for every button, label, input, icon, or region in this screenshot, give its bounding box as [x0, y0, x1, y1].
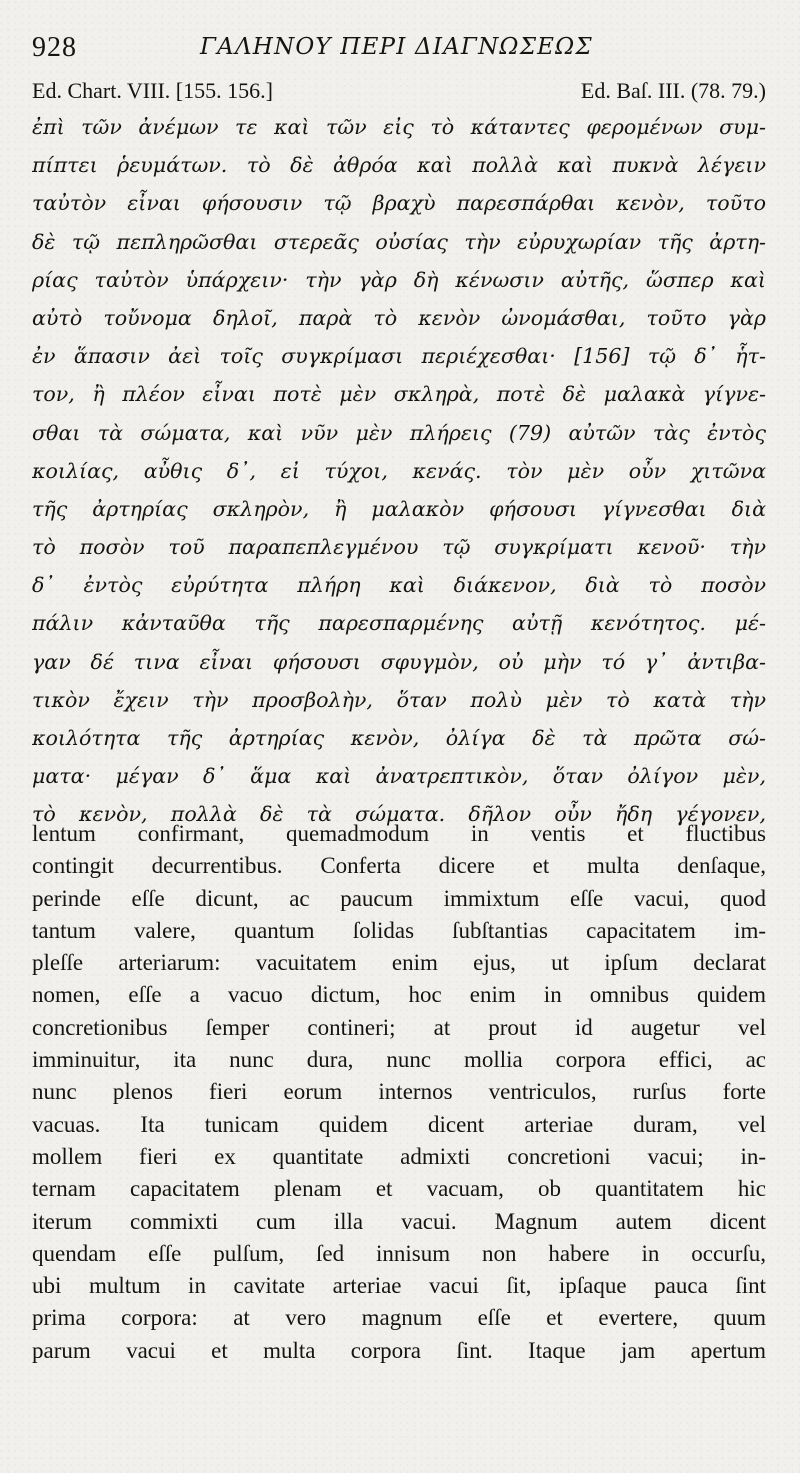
- running-title: ΓΑΛΗΝΟΥ ΠΕΡΙ ΔΙΑΓΝΩΣΕΩΣ: [200, 34, 593, 60]
- edition-reference-left: Ed. Chart. VIII. [155. 156.]: [32, 78, 273, 103]
- edition-reference-line: [32, 78, 766, 106]
- greek-text-line: πάλιν κἀνταῦθα τῆς παρεσπαρμένης αὐτῇ κενότητος. μέ-: [32, 611, 766, 636]
- latin-text-line: prima corpora: at vero magnum eſſe et evertere, quum: [32, 1305, 766, 1331]
- latin-text-line: ubi multum in cavitate arteriae vacui ſit, ipſaque pauca ſint: [32, 1273, 766, 1299]
- latin-text-line: pleſſe arteriarum: vacuitatem enim ejus, ut ipſum declarat: [32, 950, 766, 976]
- latin-text-line: contingit decurrentibus. Conferta dicere et multa denſaque,: [32, 853, 766, 879]
- latin-text-line: iterum commixti cum illa vacui. Magnum autem dicent: [32, 1208, 766, 1234]
- edition-reference-right: Ed. Baſ. III. (78. 79.): [580, 78, 766, 103]
- latin-text-line: imminuitur, ita nunc dura, nunc mollia corpora effici, ac: [32, 1047, 766, 1073]
- greek-text-line: κοιλίας, αὖθις δ᾽, εἰ τύχοι, κενάς. τὸν μὲν οὖν χιτῶνα: [32, 458, 766, 483]
- greek-text-line: τῆς ἀρτηρίας σκληρὸν, ἢ μαλακὸν φήσουσι γίγνεσθαι διὰ: [32, 496, 766, 521]
- greek-text-line: τον, ἢ πλέον εἶναι ποτὲ μὲν σκληρὰ, ποτὲ δὲ μαλακὰ γίγνε-: [32, 382, 766, 407]
- page-header: [32, 28, 766, 68]
- greek-text-line: πίπτει ῥευμάτων. τὸ δὲ ἀθρόα καὶ πολλὰ καὶ πυκνὰ λέγειν: [32, 153, 766, 178]
- greek-text-line: σθαι τὰ σώματα, καὶ νῦν μὲν πλήρεις (79) αὐτῶν τὰς ἐντὸς: [32, 420, 766, 445]
- latin-text-line: ternam capacitatem plenam et vacuam, ob quantitatem hic: [32, 1176, 766, 1202]
- greek-text-line: δὲ τῷ πεπληρῶσθαι στερεᾶς οὐσίας τὴν εὐρυχωρίαν τῆς ἀρτη-: [32, 229, 766, 254]
- latin-text-block: [32, 818, 766, 1367]
- page-number: 928: [32, 32, 77, 63]
- greek-text-line: αὐτὸ τοὔνομα δηλοῖ, παρὰ τὸ κενὸν ὠνομάσθαι, τοῦτο γὰρ: [32, 305, 766, 330]
- latin-text-line: perinde eſſe dicunt, ac paucum immixtum eſſe vacui, quod: [32, 885, 766, 911]
- greek-text-line: ἐπὶ τῶν ἀνέμων τε καὶ τῶν εἰς τὸ κάταντες φερομένων συμ-: [32, 115, 766, 139]
- latin-text-line: nomen, eſſe a vacuo dictum, hoc enim in omnibus quidem: [32, 982, 766, 1008]
- greek-text-line: δ᾽ ἐντὸς εὐρύτητα πλήρη καὶ διάκενον, διὰ τὸ ποσὸν: [32, 573, 766, 598]
- latin-text-line: quendam eſſe pulſum, ſed innisum non habere in occurſu,: [32, 1240, 766, 1266]
- latin-text-line: lentum confirmant, quemadmodum in ventis et fluctibus: [32, 821, 766, 846]
- greek-text-line: τὸ ποσὸν τοῦ παραπεπλεγμένου τῷ συγκρίματι κενοῦ· τὴν: [32, 535, 766, 560]
- greek-text-line: ματα· μέγαν δ᾽ ἅμα καὶ ἀνατρεπτικὸν, ὅταν ὀλίγον μὲν,: [32, 764, 766, 789]
- latin-text-line: tantum valere, quantum ſolidas ſubſtantias capacitatem im-: [32, 917, 766, 943]
- latin-text-line: mollem fieri ex quantitate admixti concretioni vacui; in-: [32, 1143, 766, 1169]
- greek-text-line: τὸ κενὸν, πολλὰ δὲ τὰ σώματα. δῆλον οὖν ἤδη γέγονεν,: [32, 802, 766, 827]
- greek-text-line: ἐν ἅπασιν ἀεὶ τοῖς συγκρίμασι περιέχεσθαι· [156] τῷ δ᾽ ἧτ-: [32, 344, 766, 369]
- greek-text-line: γαν δέ τινα εἶναι φήσουσι σφυγμὸν, οὐ μὴν τό γ᾽ ἀντιβα-: [32, 649, 766, 674]
- greek-text-line: ρίας ταὐτὸν ὑπάρχειν· τὴν γὰρ δὴ κένωσιν αὐτῆς, ὥσπερ καὶ: [32, 267, 766, 292]
- greek-text-line: τικὸν ἔχειν τὴν προσβολὴν, ὅταν πολὺ μὲν τὸ κατὰ τὴν: [32, 687, 766, 712]
- greek-text-block: [32, 108, 766, 834]
- latin-text-line: vacuas. Ita tunicam quidem dicent arteriae duram, vel: [32, 1111, 766, 1137]
- greek-text-line: κοιλότητα τῆς ἀρτηρίας κενὸν, ὀλίγα δὲ τὰ πρῶτα σώ-: [32, 726, 766, 750]
- latin-text-line: parum vacui et multa corpora ſint. Itaque jam apertum: [32, 1337, 766, 1363]
- latin-text-line: concretionibus ſemper contineri; at prout id augetur vel: [32, 1014, 766, 1040]
- latin-text-line: nunc plenos fieri eorum internos ventriculos, rurſus forte: [32, 1079, 766, 1105]
- greek-text-line: ταὐτὸν εἶναι φήσουσιν τῷ βραχὺ παρεσπάρθαι κενὸν, τοῦτο: [32, 191, 766, 216]
